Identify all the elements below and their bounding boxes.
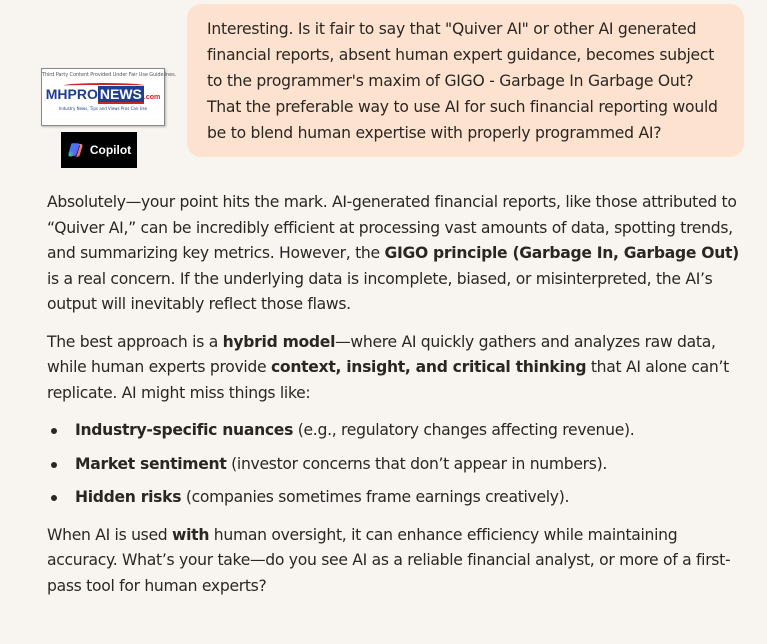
copilot-label: Copilot [89,143,132,157]
user-message-bubble [187,4,744,157]
copilot-icon [67,141,85,159]
logo-pro: PRO [67,86,98,102]
logo-com: .com [143,94,161,101]
response-p2-text-b: —where AI quickly gathers and analyzes raw data, while human experts provide [47,332,716,376]
response-p1-text-b: is a real concern. If the underlying data is incomplete, biased, or misinterpreted, the AI’s output will inevitably reflect those flaws. [47,269,713,313]
logo-mh: MH [45,86,68,102]
bullet-text: (e.g., regulatory changes affecting revenue). [293,421,635,439]
response-paragraph-1 [47,190,747,318]
logo-tagline: Industry News, Tips and Views Pros Can Use [58,106,148,111]
logo-wordmark [42,86,164,106]
response-p3-text-b: human oversight, it can enhance efficiency while maintaining accuracy. What’s your take—do you see AI as a reliable financial analyst, or more of a first-pass tool for human experts? [47,525,731,595]
response-p2-bold-1: hybrid model [222,332,336,351]
user-message-text: Interesting. Is it fair to say that "Quiver AI" or other AI generated financial reports, absent human expert guidance, becomes subject to the programmer's maxim of GIGO - Garbage In Garbage Out? That the preferable way to use AI for such financial reporting would be to blend human expertise with properly programmed AI? [207,20,718,142]
response-paragraph-2 [47,330,747,407]
logo-fair-use-text: Third Party Content Provided Under Fair Use Guidelines. [42,72,177,78]
bullet-bold: Industry-specific nuances [75,421,294,439]
response-p1-bold: GIGO principle (Garbage In, Garbage Out) [384,244,739,262]
response-p2-bold-2: context, insight, and critical thinking [270,358,587,376]
assistant-response [47,190,747,611]
mhpronews-logo [41,68,177,126]
list-item [47,485,747,511]
copilot-badge [61,132,137,168]
bullet-dot [51,428,57,434]
bullet-text: (companies sometimes frame earnings creatively). [181,488,570,506]
bullet-bold: Market sentiment [75,454,227,473]
bullet-text: (investor concerns that don’t appear in numbers). [226,454,608,473]
response-bullet-list [47,418,747,511]
list-item [47,452,747,478]
bullet-bold: Hidden risks [75,488,182,506]
response-p1-text-a: Absolutely—your point hits the mark. AI-generated financial reports, like those attributed to “Quiver AI,” can be incredibly efficient at processing vast amounts of data, spotting trends, and summarizing key metrics. However, the [47,193,737,262]
logo-news: NEWS [99,86,142,102]
response-paragraph-3 [47,523,747,600]
response-p2-text-a: The best approach is a [47,332,223,351]
bullet-dot [51,462,57,468]
response-p3-text-a: When AI is used [47,525,173,544]
response-p2-text-c: that AI alone can’t replicate. AI might miss things like: [47,358,729,402]
list-item [47,418,747,444]
bullet-dot [51,495,57,501]
response-p3-bold: with [172,525,210,544]
